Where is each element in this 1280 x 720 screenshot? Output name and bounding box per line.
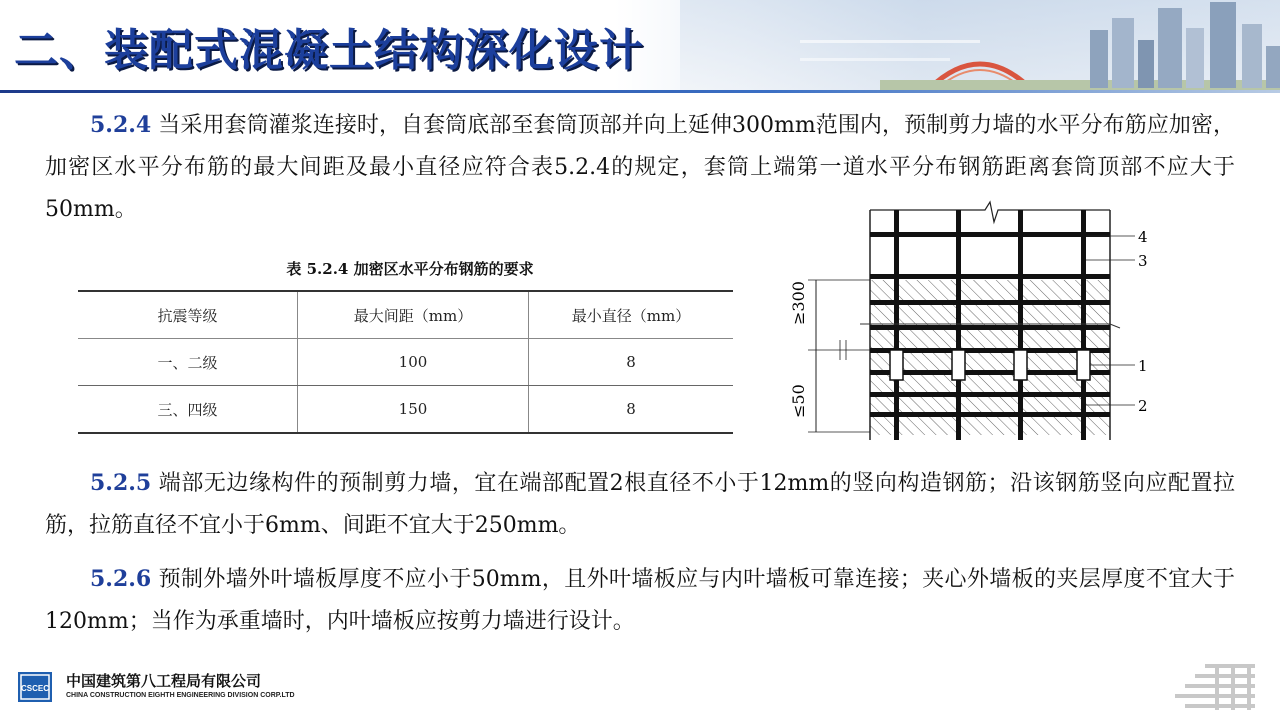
slide-header <box>0 0 1280 92</box>
grout-sleeve <box>1014 350 1027 380</box>
clause-5-2-5 <box>45 462 1235 547</box>
clause-number: 5.2.6 <box>90 566 152 592</box>
table-cell: 三、四级 <box>78 386 298 434</box>
table-row <box>78 339 733 386</box>
logo-text: CSCEC <box>20 684 50 693</box>
table-cell: 100 <box>298 339 529 386</box>
horizontal-bar <box>870 348 1110 353</box>
dimension-label-bottom: ≤50 <box>789 384 808 418</box>
table-cell: 8 <box>529 386 734 434</box>
horizontal-bar <box>870 300 1110 305</box>
horizontal-bar <box>870 412 1110 417</box>
callout-label: 3 <box>1138 252 1148 270</box>
callout-label: 1 <box>1138 357 1148 375</box>
table-header-cell: 最小直径（mm） <box>529 291 734 339</box>
company-logo <box>18 672 52 702</box>
clause-number: 5.2.5 <box>90 470 152 496</box>
clause-text: 端部无边缘构件的预制剪力墙，宜在端部配置2根直径不小于12mm的竖向构造钢筋；沿该钢筋竖向应配置拉筋，拉筋直径不宜小于6mm、间距不宜大于250mm。 <box>45 471 1235 538</box>
callout-label: 4 <box>1138 228 1148 246</box>
table-header-cell: 抗震等级 <box>78 291 298 339</box>
horizontal-bar <box>870 274 1110 279</box>
clause-number: 5.2.4 <box>90 112 152 138</box>
grout-sleeve <box>890 350 903 380</box>
table-cell: 150 <box>298 386 529 434</box>
break-line <box>870 202 1110 222</box>
table-caption: 表 5.2.4 加密区水平分布钢筋的要求 <box>286 260 534 278</box>
rebar-requirements-table <box>78 290 733 434</box>
corner-brand-mark <box>1175 660 1260 712</box>
company-name-en: CHINA CONSTRUCTION EIGHTH ENGINEERING DIVISION CORP.LTD <box>66 692 295 699</box>
table-cell: 8 <box>529 339 734 386</box>
horizontal-bar <box>870 232 1110 237</box>
table-cell: 一、二级 <box>78 339 298 386</box>
clause-text: 当采用套筒灌浆连接时，自套筒底部至套筒顶部并向上延伸300mm范围内，预制剪力墙的水平分布筋应加密，加密区水平分布筋的最大间距及最小直径应符合表5.2.4的规定，套筒上端第一道水平分布钢筋距离套筒顶部不应大于50mm。 <box>45 113 1235 222</box>
clause-text: 预制外墙外叶墙板厚度不应小于50mm，且外叶墙板应与内叶墙板可靠连接；夹心外墙板的夹层厚度不宜大于120mm；当作为承重墙时，内叶墙板应按剪力墙进行设计。 <box>45 567 1235 634</box>
table-row <box>78 386 733 434</box>
table-header-cell: 最大间距（mm） <box>298 291 529 339</box>
grout-sleeve <box>1077 350 1090 380</box>
horizontal-bar <box>870 325 1110 330</box>
horizontal-bar <box>870 370 1110 375</box>
header-divider <box>0 90 1280 93</box>
rebar-section-diagram <box>780 200 1160 445</box>
callout-label: 2 <box>1138 397 1148 415</box>
company-name-cn: 中国建筑第八工程局有限公司 <box>66 672 262 690</box>
slide-title: 二、装配式混凝土结构深化设计 <box>14 25 644 76</box>
clause-5-2-6 <box>45 558 1235 643</box>
city-skyline-banner <box>680 0 1280 92</box>
dimension-label-top: ≥300 <box>789 281 808 325</box>
horizontal-bar <box>870 392 1110 397</box>
grout-sleeve <box>952 350 965 380</box>
table-header-row <box>78 291 733 339</box>
